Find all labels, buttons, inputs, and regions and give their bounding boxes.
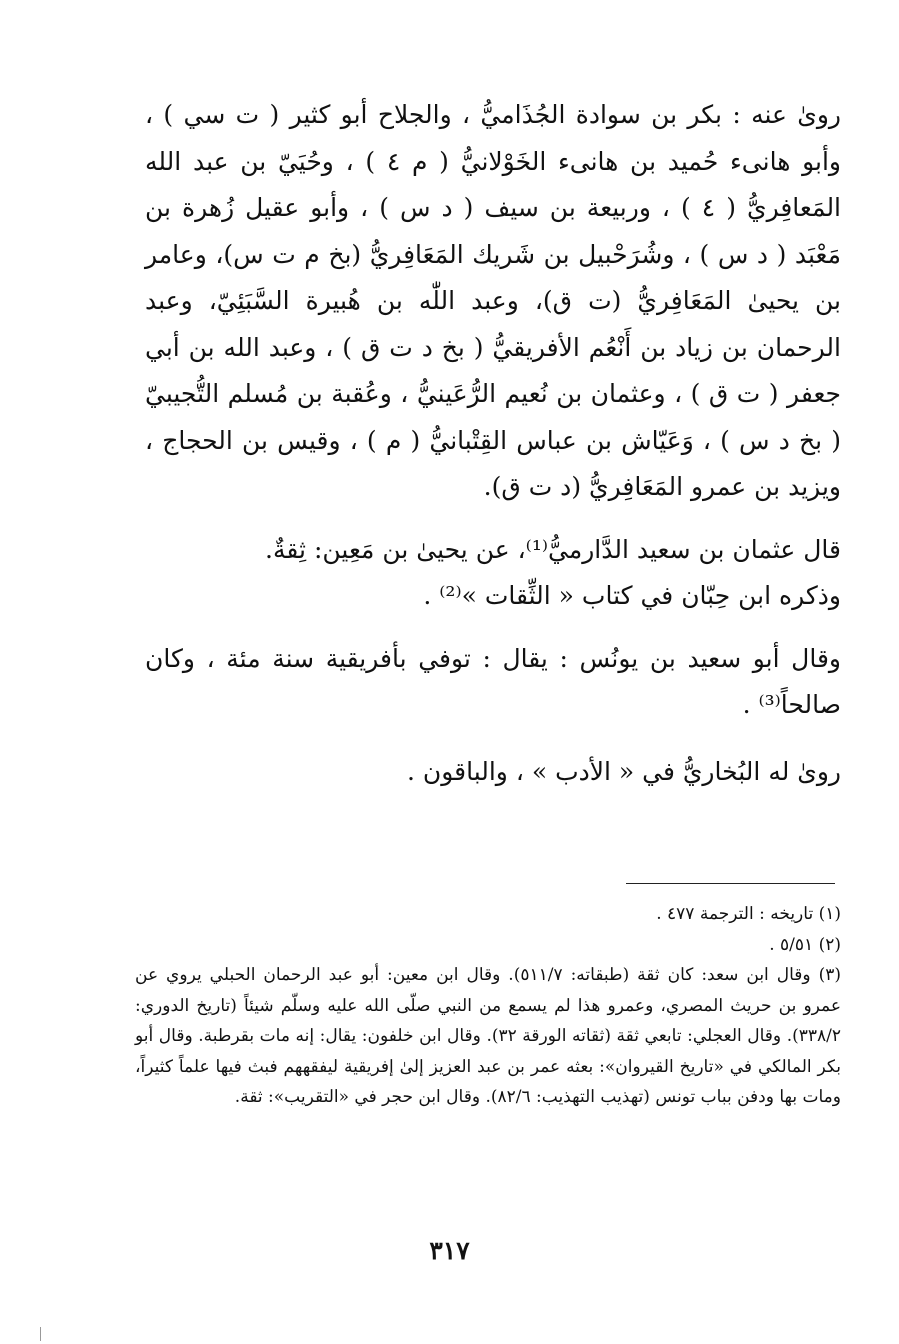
bukhari-paragraph: رویٰ له البُخاريُّ في « الأدب » ، والباقون . [406, 756, 841, 786]
footnote-2: (٢) ٥/٥١ . [769, 934, 841, 955]
ibn-maeen-paragraph: قال عثمان بن سعيد الدَّارميُّ⁽¹⁾، عن يحيىٰ بن مَعِين: ثِقةٌ. [265, 534, 841, 564]
footnote-separator [626, 883, 835, 884]
narrators-paragraph: رویٰ عنه : بكر بن سوادة الجُذَاميُّ ، والجلاح أبو كثير ( ت سي ) ، وأبو هانىء حُميد بن هانىء الخَوْلانيُّ ( م ٤ ) ، وحُيَيّ بن عبد الله المَعافِريُّ ( ٤ ) ، وربيعة بن سيف ( د س ) ، وأبو عقيل زُهرة بن مَعْبَد ( د س ) ، وشُرَحْبيل بن شَريك المَعَافِريُّ (بخ م ت س)، وعامر بن يحيىٰ المَعَافِريُّ (ت ق)، وعبد اللّٰه بن هُبيرة السَّبَئِيّ، وعبد الرحمان بن زياد بن أَنْعُم الأفريقيُّ ( بخ د ت ق ) ، وعبد الله بن أبي جعفر ( ت ق ) ، وعثمان بن نُعيم الرُّعَينيُّ ، وعُقبة بن مُسلم التُّجيبيّ ( بخ د س ) ، وَعَيّاش بن عباس القِتْبانيُّ ( م ) ، وقيس بن الحجاج ، ويزيد بن عمرو المَعَافِريُّ (د ت ق). [145, 100, 842, 501]
footnote-1: (١) تاريخه : الترجمة ٤٧٧ . [656, 904, 841, 924]
footnote-3: (٣) وقال ابن سعد: كان ثقة (طبقاته: ٥١١/٧). وقال ابن معين: أبو عبد الرحمان الحبلي يروي عن عمرو بن حريث المصري، وعمرو هذا لم يسمع من النبي صلّى الله عليه وسلّم شيئاً (تاريخ الدوري: ٣٣٨/٢). وقال العجلي: تابعي ثقة (ثقاته الورقة ٣٢). وقال ابن خلفون: يقال: إنه مات بقرطبة. وقال أبو بكر المالكي في «تاريخ القيروان»: بعثه عمر بن عبد العزيز إلىٰ إفريقية ليفقههم فبث فيها علماً كثيراً، ومات بها ودفن بباب تونس (تهذيب التهذيب: ٨٢/٦). وقال ابن حجر في «التقريب»: ثقة. [135, 965, 841, 1107]
main-text [145, 92, 841, 795]
footnotes [135, 899, 841, 1113]
page-number: ٣١٧ [429, 1236, 470, 1265]
ibn-hibban-paragraph: وذكره ابن حِبّان في كتاب « الثِّقات »⁽²⁾ . [423, 581, 841, 610]
ibn-yunus-paragraph: وقال أبو سعيد بن يونُس : يقال : توفي بأفريقية سنة مئة ، وكان صالحاً⁽³⁾ . [145, 643, 841, 719]
scan-mark [40, 1327, 41, 1341]
